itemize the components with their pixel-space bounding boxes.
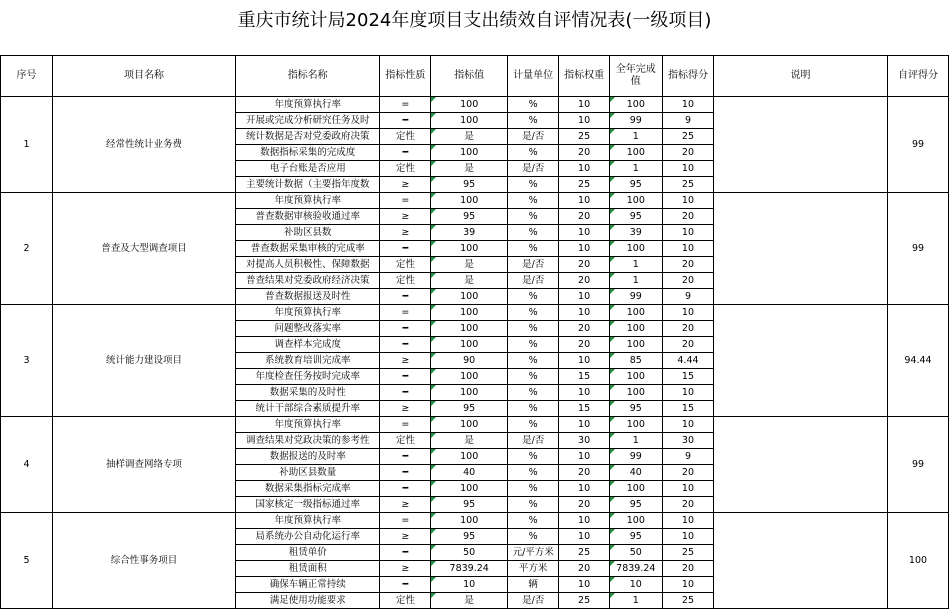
indicator-unit-cell[interactable]: % — [507, 353, 558, 369]
indicator-actual-cell[interactable]: 40 — [609, 465, 662, 481]
indicator-value-cell[interactable]: 90 — [431, 353, 508, 369]
indicator-nature-cell[interactable]: ━ — [380, 321, 431, 337]
indicator-name-cell[interactable]: 普查结果对党委政府经济决策 — [236, 273, 380, 289]
indicator-nature-cell[interactable]: = — [380, 305, 431, 321]
indicator-unit-cell[interactable]: % — [507, 417, 558, 433]
indicator-unit-cell[interactable]: % — [507, 225, 558, 241]
indicator-nature-cell[interactable]: 定性 — [380, 593, 431, 609]
self-score-cell[interactable]: 94.44 — [888, 305, 949, 417]
table-row — [1, 513, 949, 529]
indicator-actual-cell[interactable]: 100 — [609, 145, 662, 161]
indicator-weight-cell[interactable]: 25 — [559, 129, 609, 145]
indicator-unit-cell[interactable]: 是/否 — [507, 593, 558, 609]
indicator-name-cell[interactable]: 普查数据采集审核的完成率 — [236, 241, 380, 257]
indicator-nature-cell[interactable]: ━ — [380, 113, 431, 129]
indicator-weight-cell[interactable]: 10 — [559, 417, 609, 433]
indicator-actual-cell[interactable]: 1 — [609, 257, 662, 273]
indicator-nature-cell[interactable]: ━ — [380, 241, 431, 257]
indicator-points-cell[interactable]: 9 — [662, 113, 713, 129]
indicator-points-cell[interactable]: 9 — [662, 289, 713, 305]
indicator-unit-cell[interactable]: % — [507, 337, 558, 353]
indicator-nature-cell[interactable]: ━ — [380, 449, 431, 465]
indicator-nature-cell[interactable]: = — [380, 193, 431, 209]
indicator-actual-cell[interactable]: 100 — [609, 481, 662, 497]
indicator-actual-cell[interactable]: 10 — [609, 577, 662, 593]
indicator-actual-cell[interactable]: 39 — [609, 225, 662, 241]
indicator-actual-cell[interactable]: 99 — [609, 449, 662, 465]
indicator-weight-cell[interactable]: 10 — [559, 161, 609, 177]
indicator-actual-cell[interactable]: 1 — [609, 273, 662, 289]
indicator-value-cell[interactable]: 95 — [431, 209, 508, 225]
indicator-unit-cell[interactable]: % — [507, 465, 558, 481]
indicator-value-cell[interactable]: 10 — [431, 577, 508, 593]
indicator-points-cell[interactable]: 20 — [662, 497, 713, 513]
indicator-name-cell[interactable]: 年度预算执行率 — [236, 305, 380, 321]
column-header[interactable]: 指标名称 — [236, 56, 380, 97]
indicator-value-cell[interactable]: 是 — [431, 273, 508, 289]
indicator-name-cell[interactable]: 统计干部综合素质提升率 — [236, 401, 380, 417]
indicator-value-cell[interactable]: 100 — [431, 481, 508, 497]
indicator-weight-cell[interactable]: 10 — [559, 305, 609, 321]
indicator-name-cell[interactable]: 数据报送的及时率 — [236, 449, 380, 465]
indicator-weight-cell[interactable]: 20 — [559, 321, 609, 337]
indicator-nature-cell[interactable]: = — [380, 97, 431, 113]
performance-table — [0, 55, 949, 609]
indicator-actual-cell[interactable]: 1 — [609, 593, 662, 609]
project-name-cell[interactable]: 普查及大型调查项目 — [53, 193, 236, 305]
indicator-name-cell[interactable]: 电子台账是否应用 — [236, 161, 380, 177]
indicator-points-cell[interactable]: 20 — [662, 465, 713, 481]
indicator-actual-cell[interactable]: 100 — [609, 385, 662, 401]
indicator-name-cell[interactable]: 年度预算执行率 — [236, 97, 380, 113]
project-name-cell[interactable]: 抽样调查网络专项 — [53, 417, 236, 513]
column-header[interactable]: 指标得分 — [662, 56, 713, 97]
indicator-actual-cell[interactable]: 100 — [609, 337, 662, 353]
indicator-name-cell[interactable]: 数据采集的及时性 — [236, 385, 380, 401]
indicator-nature-cell[interactable]: ≥ — [380, 209, 431, 225]
indicator-unit-cell[interactable]: % — [507, 193, 558, 209]
indicator-name-cell[interactable]: 补助区县数量 — [236, 465, 380, 481]
note-cell[interactable] — [714, 417, 888, 513]
indicator-value-cell[interactable]: 100 — [431, 417, 508, 433]
indicator-name-cell[interactable]: 调查结果对党政决策的参考性 — [236, 433, 380, 449]
indicator-points-cell[interactable]: 10 — [662, 225, 713, 241]
indicator-nature-cell[interactable]: ━ — [380, 577, 431, 593]
indicator-unit-cell[interactable]: % — [507, 529, 558, 545]
indicator-weight-cell[interactable]: 25 — [559, 545, 609, 561]
indicator-weight-cell[interactable]: 10 — [559, 529, 609, 545]
indicator-name-cell[interactable]: 确保车辆正常持续 — [236, 577, 380, 593]
indicator-actual-cell[interactable]: 100 — [609, 513, 662, 529]
indicator-name-cell[interactable]: 普查数据审核验收通过率 — [236, 209, 380, 225]
indicator-actual-cell[interactable]: 95 — [609, 529, 662, 545]
indicator-nature-cell[interactable]: ━ — [380, 385, 431, 401]
indicator-value-cell[interactable]: 100 — [431, 97, 508, 113]
indicator-weight-cell[interactable]: 10 — [559, 289, 609, 305]
header-row — [1, 56, 949, 97]
indicator-weight-cell[interactable]: 25 — [559, 593, 609, 609]
indicator-points-cell[interactable]: 10 — [662, 481, 713, 497]
self-score-cell[interactable]: 99 — [888, 193, 949, 305]
indicator-name-cell[interactable]: 普查数据报送及时性 — [236, 289, 380, 305]
indicator-name-cell[interactable]: 国家核定一级指标通过率 — [236, 497, 380, 513]
indicator-value-cell[interactable]: 95 — [431, 401, 508, 417]
indicator-actual-cell[interactable]: 100 — [609, 417, 662, 433]
indicator-unit-cell[interactable]: % — [507, 209, 558, 225]
indicator-name-cell[interactable]: 年度预算执行率 — [236, 513, 380, 529]
indicator-value-cell[interactable]: 100 — [431, 193, 508, 209]
indicator-weight-cell[interactable]: 10 — [559, 449, 609, 465]
indicator-actual-cell[interactable]: 1 — [609, 129, 662, 145]
indicator-points-cell[interactable]: 20 — [662, 273, 713, 289]
indicator-points-cell[interactable]: 20 — [662, 145, 713, 161]
indicator-weight-cell[interactable]: 25 — [559, 177, 609, 193]
indicator-unit-cell[interactable]: % — [507, 289, 558, 305]
indicator-name-cell[interactable]: 补助区县数 — [236, 225, 380, 241]
indicator-actual-cell[interactable]: 95 — [609, 209, 662, 225]
indicator-actual-cell[interactable]: 95 — [609, 177, 662, 193]
table-row — [1, 97, 949, 113]
indicator-value-cell[interactable]: 100 — [431, 145, 508, 161]
table-row — [1, 305, 949, 321]
indicator-points-cell[interactable]: 20 — [662, 257, 713, 273]
project-name-cell[interactable]: 综合性事务项目 — [53, 513, 236, 609]
self-score-cell[interactable]: 100 — [888, 513, 949, 609]
indicator-points-cell[interactable]: 10 — [662, 577, 713, 593]
indicator-actual-cell[interactable]: 95 — [609, 497, 662, 513]
indicator-value-cell[interactable]: 100 — [431, 241, 508, 257]
indicator-value-cell[interactable]: 100 — [431, 449, 508, 465]
indicator-unit-cell[interactable]: % — [507, 449, 558, 465]
project-number-cell[interactable]: 2 — [1, 193, 53, 305]
indicator-unit-cell[interactable]: % — [507, 145, 558, 161]
indicator-actual-cell[interactable]: 99 — [609, 289, 662, 305]
indicator-points-cell[interactable]: 10 — [662, 529, 713, 545]
indicator-unit-cell[interactable]: 是/否 — [507, 129, 558, 145]
indicator-nature-cell[interactable]: ━ — [380, 337, 431, 353]
note-cell[interactable] — [714, 97, 888, 193]
indicator-name-cell[interactable]: 年度检查任务按时完成率 — [236, 369, 380, 385]
indicator-unit-cell[interactable]: 平方米 — [507, 561, 558, 577]
indicator-unit-cell[interactable]: 元/平方米 — [507, 545, 558, 561]
indicator-actual-cell[interactable]: 100 — [609, 97, 662, 113]
indicator-value-cell[interactable]: 是 — [431, 129, 508, 145]
indicator-value-cell[interactable]: 40 — [431, 465, 508, 481]
indicator-unit-cell[interactable]: % — [507, 369, 558, 385]
indicator-weight-cell[interactable]: 15 — [559, 369, 609, 385]
indicator-value-cell[interactable]: 是 — [431, 257, 508, 273]
project-number-cell[interactable]: 3 — [1, 305, 53, 417]
indicator-value-cell[interactable]: 100 — [431, 321, 508, 337]
indicator-nature-cell[interactable]: ━ — [380, 145, 431, 161]
indicator-points-cell[interactable]: 9 — [662, 449, 713, 465]
indicator-unit-cell[interactable]: % — [507, 305, 558, 321]
indicator-unit-cell[interactable]: % — [507, 241, 558, 257]
indicator-points-cell[interactable]: 20 — [662, 561, 713, 577]
sheet-title: 重庆市统计局2024年度项目支出绩效自评情况表(一级项目) — [237, 10, 712, 31]
indicator-points-cell[interactable]: 4.44 — [662, 353, 713, 369]
column-header[interactable]: 计量单位 — [507, 56, 558, 97]
indicator-actual-cell[interactable]: 50 — [609, 545, 662, 561]
indicator-value-cell[interactable]: 100 — [431, 113, 508, 129]
indicator-value-cell[interactable]: 95 — [431, 177, 508, 193]
indicator-weight-cell[interactable]: 10 — [559, 481, 609, 497]
project-number-cell[interactable]: 4 — [1, 417, 53, 513]
indicator-value-cell[interactable]: 50 — [431, 545, 508, 561]
indicator-name-cell[interactable]: 问题整改落实率 — [236, 321, 380, 337]
indicator-weight-cell[interactable]: 20 — [559, 337, 609, 353]
indicator-name-cell[interactable]: 年度预算执行率 — [236, 193, 380, 209]
indicator-value-cell[interactable]: 95 — [431, 529, 508, 545]
indicator-actual-cell[interactable]: 1 — [609, 433, 662, 449]
indicator-value-cell[interactable]: 100 — [431, 513, 508, 529]
indicator-weight-cell[interactable]: 10 — [559, 97, 609, 113]
project-name-cell[interactable]: 经常性统计业务费 — [53, 97, 236, 193]
self-score-cell[interactable]: 99 — [888, 417, 949, 513]
column-header[interactable]: 自评得分 — [888, 56, 949, 97]
indicator-weight-cell[interactable]: 10 — [559, 113, 609, 129]
indicator-points-cell[interactable]: 10 — [662, 97, 713, 113]
column-header[interactable]: 指标性质 — [380, 56, 431, 97]
indicator-weight-cell[interactable]: 10 — [559, 577, 609, 593]
indicator-value-cell[interactable]: 是 — [431, 433, 508, 449]
indicator-unit-cell[interactable]: % — [507, 401, 558, 417]
indicator-nature-cell[interactable]: 定性 — [380, 273, 431, 289]
indicator-actual-cell[interactable]: 85 — [609, 353, 662, 369]
indicator-name-cell[interactable]: 租赁单价 — [236, 545, 380, 561]
indicator-name-cell[interactable]: 年度预算执行率 — [236, 417, 380, 433]
indicator-value-cell[interactable]: 7839.24 — [431, 561, 508, 577]
note-cell[interactable] — [714, 193, 888, 305]
indicator-unit-cell[interactable]: 是/否 — [507, 273, 558, 289]
indicator-weight-cell[interactable]: 10 — [559, 241, 609, 257]
column-header[interactable]: 指标值 — [431, 56, 508, 97]
indicator-name-cell[interactable]: 统计数据是否对党委政府决策 — [236, 129, 380, 145]
indicator-value-cell[interactable]: 100 — [431, 305, 508, 321]
indicator-value-cell[interactable]: 100 — [431, 385, 508, 401]
indicator-points-cell[interactable]: 30 — [662, 433, 713, 449]
indicator-weight-cell[interactable]: 20 — [559, 209, 609, 225]
indicator-weight-cell[interactable]: 30 — [559, 433, 609, 449]
indicator-weight-cell[interactable]: 10 — [559, 193, 609, 209]
indicator-nature-cell[interactable]: ━ — [380, 481, 431, 497]
column-header[interactable]: 序号 — [1, 56, 53, 97]
indicator-unit-cell[interactable]: % — [507, 385, 558, 401]
indicator-points-cell[interactable]: 25 — [662, 129, 713, 145]
indicator-points-cell[interactable]: 20 — [662, 321, 713, 337]
indicator-weight-cell[interactable]: 10 — [559, 513, 609, 529]
note-cell[interactable] — [714, 513, 888, 609]
indicator-weight-cell[interactable]: 20 — [559, 465, 609, 481]
indicator-weight-cell[interactable]: 15 — [559, 401, 609, 417]
indicator-name-cell[interactable]: 系统教育培训完成率 — [236, 353, 380, 369]
indicator-actual-cell[interactable]: 100 — [609, 305, 662, 321]
indicator-points-cell[interactable]: 10 — [662, 385, 713, 401]
indicator-weight-cell[interactable]: 10 — [559, 225, 609, 241]
column-header[interactable]: 说明 — [714, 56, 888, 97]
indicator-actual-cell[interactable]: 100 — [609, 193, 662, 209]
indicator-actual-cell[interactable]: 100 — [609, 369, 662, 385]
indicator-nature-cell[interactable]: ≥ — [380, 177, 431, 193]
indicator-points-cell[interactable]: 15 — [662, 369, 713, 385]
indicator-name-cell[interactable]: 主要统计数据（主要指年度数 — [236, 177, 380, 193]
indicator-name-cell[interactable]: 数据采集指标完成率 — [236, 481, 380, 497]
indicator-name-cell[interactable]: 调查样本完成度 — [236, 337, 380, 353]
indicator-nature-cell[interactable]: 定性 — [380, 161, 431, 177]
indicator-nature-cell[interactable]: ≥ — [380, 529, 431, 545]
indicator-points-cell[interactable]: 10 — [662, 161, 713, 177]
indicator-unit-cell[interactable]: 辆 — [507, 577, 558, 593]
indicator-actual-cell[interactable]: 1 — [609, 161, 662, 177]
indicator-name-cell[interactable]: 局系统办公自动化运行率 — [236, 529, 380, 545]
indicator-actual-cell[interactable]: 100 — [609, 241, 662, 257]
indicator-points-cell[interactable]: 10 — [662, 513, 713, 529]
indicator-name-cell[interactable]: 开展或完成分析研究任务及时 — [236, 113, 380, 129]
project-name-cell[interactable]: 统计能力建设项目 — [53, 305, 236, 417]
indicator-nature-cell[interactable]: ≥ — [380, 561, 431, 577]
project-number-cell[interactable]: 5 — [1, 513, 53, 609]
indicator-nature-cell[interactable]: 定性 — [380, 433, 431, 449]
indicator-name-cell[interactable]: 满足使用功能要求 — [236, 593, 380, 609]
table-row — [1, 417, 949, 433]
project-number-cell[interactable]: 1 — [1, 97, 53, 193]
indicator-nature-cell[interactable]: ━ — [380, 289, 431, 305]
indicator-value-cell[interactable]: 100 — [431, 369, 508, 385]
indicator-points-cell[interactable]: 10 — [662, 417, 713, 433]
column-header[interactable]: 全年完成值 — [609, 56, 662, 97]
indicator-name-cell[interactable]: 数据指标采集的完成度 — [236, 145, 380, 161]
indicator-nature-cell[interactable]: ≥ — [380, 225, 431, 241]
indicator-points-cell[interactable]: 25 — [662, 593, 713, 609]
indicator-weight-cell[interactable]: 20 — [559, 257, 609, 273]
indicator-nature-cell[interactable]: ━ — [380, 545, 431, 561]
indicator-unit-cell[interactable]: % — [507, 97, 558, 113]
indicator-value-cell[interactable]: 100 — [431, 289, 508, 305]
indicator-weight-cell[interactable]: 10 — [559, 353, 609, 369]
indicator-nature-cell[interactable]: ━ — [380, 465, 431, 481]
indicator-unit-cell[interactable]: 是/否 — [507, 257, 558, 273]
indicator-actual-cell[interactable]: 95 — [609, 401, 662, 417]
indicator-actual-cell[interactable]: 100 — [609, 321, 662, 337]
indicator-value-cell[interactable]: 95 — [431, 497, 508, 513]
indicator-unit-cell[interactable]: % — [507, 513, 558, 529]
indicator-nature-cell[interactable]: ≥ — [380, 353, 431, 369]
table-row — [1, 193, 949, 209]
indicator-name-cell[interactable]: 对提高人员积极性、保障数据 — [236, 257, 380, 273]
indicator-points-cell[interactable]: 20 — [662, 209, 713, 225]
indicator-points-cell[interactable]: 10 — [662, 193, 713, 209]
indicator-weight-cell[interactable]: 20 — [559, 273, 609, 289]
indicator-unit-cell[interactable]: % — [507, 177, 558, 193]
column-header[interactable]: 项目名称 — [53, 56, 236, 97]
indicator-points-cell[interactable]: 25 — [662, 545, 713, 561]
indicator-points-cell[interactable]: 20 — [662, 337, 713, 353]
indicator-points-cell[interactable]: 10 — [662, 241, 713, 257]
indicator-points-cell[interactable]: 25 — [662, 177, 713, 193]
indicator-points-cell[interactable]: 15 — [662, 401, 713, 417]
indicator-value-cell[interactable]: 100 — [431, 337, 508, 353]
indicator-value-cell[interactable]: 39 — [431, 225, 508, 241]
indicator-unit-cell[interactable]: 是/否 — [507, 433, 558, 449]
indicator-nature-cell[interactable]: 定性 — [380, 257, 431, 273]
indicator-unit-cell[interactable]: 是/否 — [507, 161, 558, 177]
indicator-nature-cell[interactable]: ≥ — [380, 497, 431, 513]
indicator-value-cell[interactable]: 是 — [431, 593, 508, 609]
note-cell[interactable] — [714, 305, 888, 417]
indicator-points-cell[interactable]: 10 — [662, 305, 713, 321]
indicator-name-cell[interactable]: 租赁面积 — [236, 561, 380, 577]
indicator-actual-cell[interactable]: 7839.24 — [609, 561, 662, 577]
indicator-nature-cell[interactable]: 定性 — [380, 129, 431, 145]
indicator-value-cell[interactable]: 是 — [431, 161, 508, 177]
column-header[interactable]: 指标权重 — [559, 56, 609, 97]
indicator-weight-cell[interactable]: 20 — [559, 497, 609, 513]
indicator-nature-cell[interactable]: = — [380, 513, 431, 529]
indicator-unit-cell[interactable]: % — [507, 497, 558, 513]
indicator-weight-cell[interactable]: 20 — [559, 561, 609, 577]
indicator-weight-cell[interactable]: 20 — [559, 145, 609, 161]
indicator-unit-cell[interactable]: % — [507, 321, 558, 337]
indicator-unit-cell[interactable]: % — [507, 113, 558, 129]
indicator-unit-cell[interactable]: % — [507, 481, 558, 497]
indicator-nature-cell[interactable]: ≥ — [380, 401, 431, 417]
indicator-nature-cell[interactable]: ━ — [380, 369, 431, 385]
indicator-weight-cell[interactable]: 10 — [559, 385, 609, 401]
indicator-actual-cell[interactable]: 99 — [609, 113, 662, 129]
indicator-nature-cell[interactable]: = — [380, 417, 431, 433]
self-score-cell[interactable]: 99 — [888, 97, 949, 193]
